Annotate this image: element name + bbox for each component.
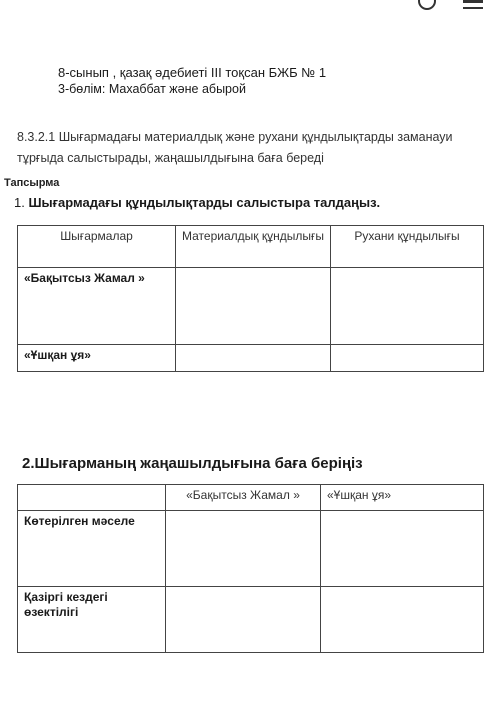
table1-header-spiritual: Рухани құндылығы <box>331 226 484 268</box>
section-title: 3-бөлім: Махаббат және абырой <box>58 82 246 96</box>
table1-row-label: «Бақытсыз Жамал » <box>18 268 176 345</box>
top-bar <box>0 0 500 14</box>
task-label: Тапсырма <box>4 177 60 189</box>
table2-header-empty <box>18 485 166 511</box>
document-header: 8-сынып , қазақ әдебиеті ІІІ тоқсан БЖБ № 1 <box>58 65 327 80</box>
table2-answer-cell[interactable] <box>321 511 484 587</box>
table2-header-work1: «Бақытсыз Жамал » <box>166 485 321 511</box>
table1-answer-cell[interactable] <box>176 345 331 372</box>
novelty-table <box>17 484 484 653</box>
table1-header-works: Шығармалар <box>18 226 176 268</box>
question-1-number: 1. <box>14 195 25 210</box>
table2-answer-cell[interactable] <box>166 511 321 587</box>
table2-header-work2: «Ұшқан ұя» <box>321 485 484 511</box>
table1-answer-cell[interactable] <box>331 345 484 372</box>
question-1 <box>14 195 380 210</box>
table2-row-label: Көтерілген мәселе <box>18 511 166 587</box>
table2-row-label: Қазіргі кездегі өзектілігі <box>18 587 166 653</box>
question-2-number: 2. <box>22 455 35 472</box>
search-icon[interactable] <box>418 0 436 10</box>
table1-row-label: «Ұшқан ұя» <box>18 345 176 372</box>
table1-answer-cell[interactable] <box>176 268 331 345</box>
menu-icon[interactable] <box>463 0 483 13</box>
question-2-text: Шығарманың жаңашылдығына баға беріңіз <box>34 455 363 472</box>
learning-objective: 8.3.2.1 Шығармадағы материалдық және рухани құндылықтарды заманауи тұрғыда салыстырады, жаңашылдығына баға береді <box>17 130 453 165</box>
table2-answer-cell[interactable] <box>321 587 484 653</box>
table1-header-material: Материалдық құндылығы <box>176 226 331 268</box>
question-1-text: Шығармадағы құндылықтарды салыстыра талдаңыз. <box>28 195 381 210</box>
question-2 <box>22 455 363 472</box>
table2-answer-cell[interactable] <box>166 587 321 653</box>
comparison-table <box>17 225 484 372</box>
table1-answer-cell[interactable] <box>331 268 484 345</box>
